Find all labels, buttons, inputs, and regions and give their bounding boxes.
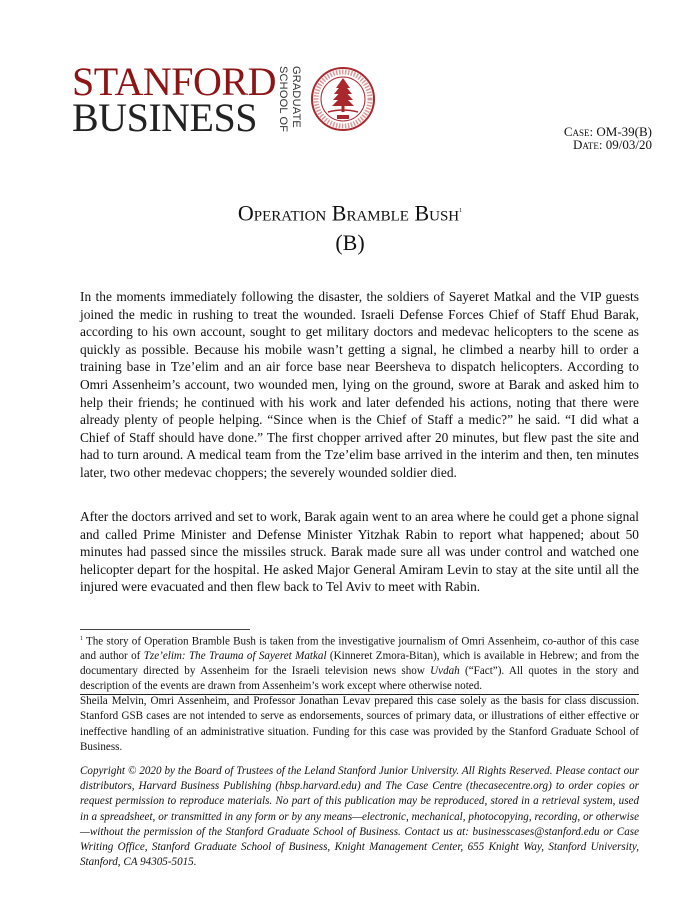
footnote-text-part3: (“Fact”). All quotes in the story and description of the events are drawn from Assenheim’s work except where otherwise noted. (80, 665, 639, 693)
logo-school-of-text: SCHOOL OF (277, 66, 289, 133)
footnote-divider (80, 629, 250, 630)
case-number: OM-39(B) (596, 124, 652, 139)
copyright-notice: Copyright © 2020 by the Board of Trustees of the Leland Stanford Junior University. All Rights Reserved. Please contact our distributors, Harvard Business Publishing (hbsp.harvard.edu) and The Case Centre (thecasecentre.org) to order copies or request permission to reproduce materials. No part of this publication may be reproduced, stored in a retrieval system, used in a spreadsheet, or transmitted in any form or by any means—electronic, mechanical, photocopying, recording, or otherwise—without the permission of the Stanford Graduate School of Business. Contact us at: businesscases@stanford.edu or Case Writing Office, Stanford Graduate School of Business, Knight Management Center, 655 Knight Way, Stanford University, Stanford, CA 94305-5015. (80, 765, 639, 869)
date-label: Date: (573, 137, 603, 152)
document-title (0, 196, 700, 258)
case-label: Case: (563, 124, 594, 139)
body-paragraph-1: In the moments immediately following the disaster, the soldiers of Sayeret Matkal and the VIP guests joined the medic in rushing to treat the wounded. Israeli Defense Forces Chief of Staff Ehud Barak, according to his own account, sought to get military doctors and medevac helicopters to the scene as quickly as possible. Because his mobile wasn’t getting a signal, he climbed a nearby hill to order a training base in Tze’elim and an air force base near Beersheva to dispatch helicopters. According to Omri Assenheim’s account, two wounded men, lying on the ground, swore at Barak and asked him to help their friends; he continued with his work and later defended his actions, noting that there were already plenty of people helping. “Since when is the Chief of Staff a medic?” he said. “I did what a Chief of Staff should have done.” The first chopper arrived after 20 minutes, but flew past the site and had to turn around. A medical team from the Tze’elim base arrived in the interim and then, ten minutes later, two other medevac choppers; the severely wounded soldier died. (80, 289, 639, 480)
logo-vertical-text (273, 66, 305, 134)
footnote-marker: 1 (80, 636, 83, 642)
logo-business-text: BUSINESS (72, 95, 257, 140)
footnote-1 (80, 632, 639, 695)
body-paragraph-2: After the doctors arrived and set to work, Barak again went to an area where he could get a phone signal and called Prime Minister and Defense Minister Yitzhak Rabin to report what happened; about 50 minutes had passed since the missiles struck. Barak made sure all was under control and watched one helicopter depart for the hospital. He asked Major General Amiram Levin to stay at the site until all the injured were evacuated and then flew back to Tel Aviv to meet with Rabin. (80, 509, 639, 595)
case-date: 09/03/20 (605, 137, 652, 152)
case-info (564, 125, 652, 151)
footnote-text-part2: (Kinneret Zmora-Bitan), which is available in Hebrew; and from the documentary directed by Assenheim for the Israeli television news show (80, 650, 640, 678)
case-date-line (564, 138, 652, 151)
title-sub: (B) (335, 230, 365, 256)
logo-graduate-text: GRADUATE (290, 66, 302, 128)
footnote-text-part1: The story of Operation Bramble Bush is taken from the investigative journalism of Omri Assenheim, co-author of this case and author of (80, 635, 639, 663)
title-main: Operation Bramble Bush (237, 200, 460, 226)
title-footnote-marker[interactable]: 1 (459, 208, 463, 214)
stanford-seal-icon (310, 66, 376, 132)
stanford-gsb-logo (72, 59, 362, 140)
logo-stanford-text: STANFORD (72, 59, 276, 104)
footnote-book-title: Tze’elim: The Trauma of Sayeret Matkal (143, 650, 327, 663)
preparation-note: Sheila Melvin, Omri Assenheim, and Professor Jonathan Levav prepared this case solely as the basis for class discussion. Stanford GSB cases are not intended to serve as endorsements, sources of primary data, or illustrations of either effective or ineffective handling of an administrative situation. Funding for this case was provided by the Stanford Graduate School of Business. (80, 695, 639, 754)
footnote-show-title: Uvdah (430, 665, 460, 678)
